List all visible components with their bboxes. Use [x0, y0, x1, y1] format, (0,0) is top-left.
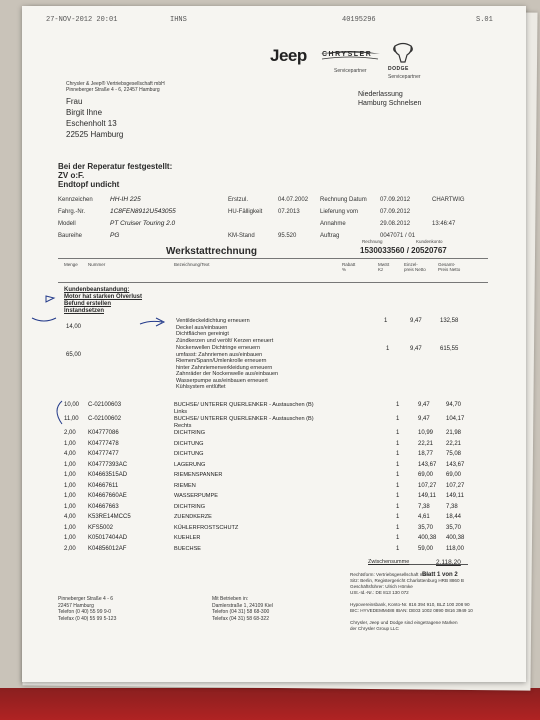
part-mwst: 1 — [396, 451, 400, 457]
part-unit-price: 35,70 — [418, 524, 434, 531]
part-total: 94,70 — [446, 402, 462, 408]
col-qty: Menge — [64, 262, 78, 267]
part-qty: 10,00 — [64, 402, 80, 408]
invoice-document — [22, 6, 526, 682]
part-qty: 1,00 — [64, 472, 76, 478]
subtotal-value: 2.118,20 — [436, 559, 461, 566]
col-total-price: Gesamt-Preis Netto — [438, 262, 461, 272]
part-mwst: 1 — [396, 430, 400, 436]
labor-unit: 9,47 — [410, 346, 422, 352]
footer-address: Pinneberger Straße 4 - 6 22457 Hamburg Telefon (0 40) 55 99 9-0 Telefax (0 40) 55 99 5-123 — [58, 596, 117, 622]
part-description: BUCHSE/ UNTERER QUERLENKER - Austauschen (B) — [174, 402, 314, 408]
part-total: 75,08 — [446, 451, 462, 457]
repair-finding: Bei der Reperatur festgestellt: ZV o:F. Endtopf undicht — [58, 162, 173, 189]
part-qty: 1,00 — [64, 503, 76, 510]
part-unit-price: 22,21 — [418, 440, 434, 447]
fax-page: S.01 — [476, 16, 493, 24]
part-qty: 4,00 — [64, 451, 76, 457]
part-qty: 1,00 — [64, 535, 76, 541]
part-total: 143,67 — [446, 461, 465, 468]
part-number: K04856012AF — [88, 545, 127, 552]
fax-sender-id: IHNS — [170, 16, 187, 24]
invoice-meta-extra: CHARTWIG 13:46:47 — [432, 197, 465, 227]
subtotal-label: Zwischensumme — [368, 559, 410, 565]
labor-total: 132,58 — [440, 318, 459, 324]
part-total: 400,38 — [446, 535, 465, 541]
labor-description: Ventildeckeldichtung erneuern Deckel aus/einbauen Dichtflächen gereinigt Zündkerzen und verölt/ Kerzen erneuert — [176, 318, 274, 344]
part-total: 35,70 — [446, 524, 462, 531]
part-mwst: 1 — [396, 440, 400, 447]
part-number: K04777393AC — [88, 461, 128, 468]
customer-complaint: Kundenbeanstandung: Motor hat starken Ölverlust Befund erstellen Instandsetzen — [64, 287, 143, 314]
part-total: 107,27 — [446, 482, 465, 489]
part-qty: 1,00 — [64, 524, 76, 531]
part-mwst: 1 — [396, 503, 400, 510]
part-number: K53RE14MCC5 — [88, 514, 131, 520]
part-total: 104,17 — [446, 416, 465, 422]
col-desc: Bezeichnung/Text — [174, 262, 210, 267]
part-total: 118,00 — [446, 545, 464, 552]
part-mwst: 1 — [396, 482, 400, 489]
part-number: K04667660AE — [88, 493, 127, 499]
part-description: DICHTRING — [174, 430, 206, 436]
part-unit-price: 7,38 — [418, 503, 430, 510]
labor-description: Nockenwellen Dichtringe erneuern umfasst: Zahnriemen aus/einbauen Riemen/Spann/Umlenkrolle erneuern hinter Zahnriemenverkleidung erneuern Zahnräder der Nockenwelle aus/einbauen Wasserpumpe aus/einbauen erneuert Kühlsystem entlüftet — [176, 345, 279, 390]
part-number: KFS5002 — [88, 524, 114, 531]
vehicle-labels-mid: Erstzul. HU-Fälligkeit KM-Stand — [228, 197, 263, 239]
part-qty: 2,00 — [64, 545, 76, 552]
page-label: Blatt 1 von 2 — [422, 572, 458, 578]
part-qty: 1,00 — [64, 440, 76, 447]
part-mwst: 1 — [396, 493, 400, 499]
invoice-title: Werkstattrechnung — [166, 246, 257, 257]
labor-mwst: 1 — [386, 346, 390, 352]
invoice-meta-values: 07.09.2012 07.09.2012 29.08.2012 0047071 / 01 — [380, 197, 416, 239]
part-total: 21,98 — [446, 430, 462, 436]
labor-total: 615,55 — [440, 346, 459, 352]
dodge-logo-text: DODGE — [388, 66, 409, 72]
recipient-address: Frau Birgit Ihne Eschenholt 13 22525 Hamburg — [66, 97, 124, 139]
chrysler-servicepartner: Servicepartner — [334, 68, 367, 74]
fax-number: 40195296 — [342, 16, 376, 24]
part-total: 69,00 — [446, 472, 462, 478]
part-description: BUCHSE/ UNTERER QUERLENKER - Austauschen (B) — [174, 416, 314, 422]
jeep-logo: Jeep — [270, 46, 307, 65]
part-description: ZUENDKERZE — [174, 514, 212, 520]
col-rabatt: Rabatt % — [342, 262, 356, 272]
part-unit-price: 9,47 — [418, 402, 430, 408]
part-total: 7,38 — [446, 503, 458, 510]
vehicle-values-mid: 04.07.2002 07.2013 95.520 — [278, 197, 309, 239]
part-description: RIEMENSPANNER — [174, 472, 223, 478]
part-description: DICHTUNG — [174, 440, 204, 447]
part-mwst: 1 — [396, 514, 400, 520]
part-total: 22,21 — [446, 440, 462, 447]
part-description: KUEHLER — [174, 535, 201, 541]
labor-mwst: 1 — [384, 318, 388, 324]
vehicle-labels-left: Kennzeichen Fahrg.-Nr. Modell Baureihe — [58, 197, 93, 239]
invoice-number-label: Rechnung — [362, 239, 383, 244]
fax-timestamp: 27-NOV-2012 20:01 — [46, 16, 118, 24]
part-qty: 4,00 — [64, 514, 76, 520]
part-number: C-02100603 — [88, 402, 122, 408]
part-number: K04663515AD — [88, 472, 128, 478]
part-number: K04777477 — [88, 451, 119, 457]
part-unit-price: 143,67 — [418, 461, 437, 468]
part-number: C-02100602 — [88, 416, 122, 422]
part-mwst: 1 — [396, 416, 400, 422]
part-qty: 1,00 — [64, 482, 76, 489]
part-unit-price: 10,99 — [418, 430, 434, 436]
part-mwst: 1 — [396, 535, 400, 541]
part-mwst: 1 — [396, 402, 400, 408]
footer-branches: Mit Betrieben in: Damlerstraße 1, 24109 Kiel Telefon (04 31) 58 68-300 Telefax (04 31) 58 68-322 — [212, 596, 273, 622]
footer-legal: Rechtsform: Vertriebsgesellschaft mbH Sitz: Berlin, Registergericht Charlottenburg HRB 8860 B Geschäftsführer: Ulrich Hömke USt.-Id.-Nr.: DE 813 130 072 Hypovereinsbank, Konto-Nr. 816 394 910, BLZ 100 208 90 BIC: HYVEDEMM488 IBAN: DE03 1002 0890 0816 3949 10 Chrysler, Jeep und Dodge sind eingetragene Marken der Chrysler Group LLC — [350, 572, 473, 631]
part-qty: 1,00 — [64, 461, 76, 468]
handwritten-marks — [22, 6, 526, 682]
labor-qty: 65,00 — [66, 352, 82, 358]
part-description: DICHTRING — [174, 503, 206, 510]
part-unit-price: 69,00 — [418, 472, 434, 478]
part-description: Links — [174, 409, 188, 415]
part-description: RIEMEN — [174, 482, 196, 489]
background-floor — [0, 688, 540, 720]
labor-unit: 9,47 — [410, 318, 422, 324]
part-number: K04777478 — [88, 440, 119, 447]
chrysler-logo-text: CHRYSLER — [322, 51, 373, 58]
invoice-number: 1530033560 / 20520767 — [360, 246, 447, 255]
part-mwst: 1 — [396, 545, 400, 552]
part-description: LAGERUNG — [174, 461, 206, 468]
part-mwst: 1 — [396, 472, 400, 478]
part-mwst: 1 — [396, 461, 400, 468]
part-unit-price: 18,77 — [418, 451, 434, 457]
col-unit-price: Einzel-preis Netto — [404, 262, 426, 272]
part-qty: 2,00 — [64, 430, 76, 436]
part-qty: 11,00 — [64, 416, 79, 422]
part-unit-price: 400,38 — [418, 535, 437, 541]
vehicle-values-left: HH-IH 225 1C8FEN8912U543055 PT Cruiser Touring 2.0 PG — [110, 196, 176, 239]
invoice-meta-labels: Rechnung Datum Lieferung vom Annahme Auftrag — [320, 197, 367, 239]
part-number: K04777086 — [88, 430, 119, 436]
col-mwst: MwSt Kz — [378, 262, 390, 272]
part-unit-price: 107,27 — [418, 482, 437, 489]
part-description: Rechts — [174, 423, 192, 429]
part-unit-price: 59,00 — [418, 545, 434, 552]
part-number: K05017404AD — [88, 535, 128, 541]
labor-qty: 14,00 — [66, 324, 82, 330]
part-number: K04667611 — [88, 482, 119, 489]
part-description: KÜHLERFROSTSCHUTZ — [174, 524, 239, 531]
col-nr: Nummer — [88, 262, 106, 267]
part-qty: 1,00 — [64, 493, 76, 499]
part-description: DICHTUNG — [174, 451, 204, 457]
branch-name: Niederlassung Hamburg Schnelsen — [358, 91, 422, 107]
part-description: WASSERPUMPE — [174, 493, 218, 499]
dodge-servicepartner: Servicepartner — [388, 74, 421, 80]
sender-address: Chrysler & Jeep® Vertriebsgesellschaft mbH Pinneberger Straße 4 - 6, 22457 Hamburg — [66, 81, 165, 93]
part-total: 18,44 — [446, 514, 462, 520]
part-unit-price: 9,47 — [418, 416, 430, 422]
part-total: 149,11 — [446, 493, 464, 499]
part-mwst: 1 — [396, 524, 400, 531]
part-unit-price: 4,61 — [418, 514, 430, 520]
part-unit-price: 149,11 — [418, 493, 436, 499]
part-number: K04667663 — [88, 503, 119, 510]
customer-account-label: Kundenkonto — [416, 239, 443, 244]
part-description: BUECHSE — [174, 545, 202, 552]
